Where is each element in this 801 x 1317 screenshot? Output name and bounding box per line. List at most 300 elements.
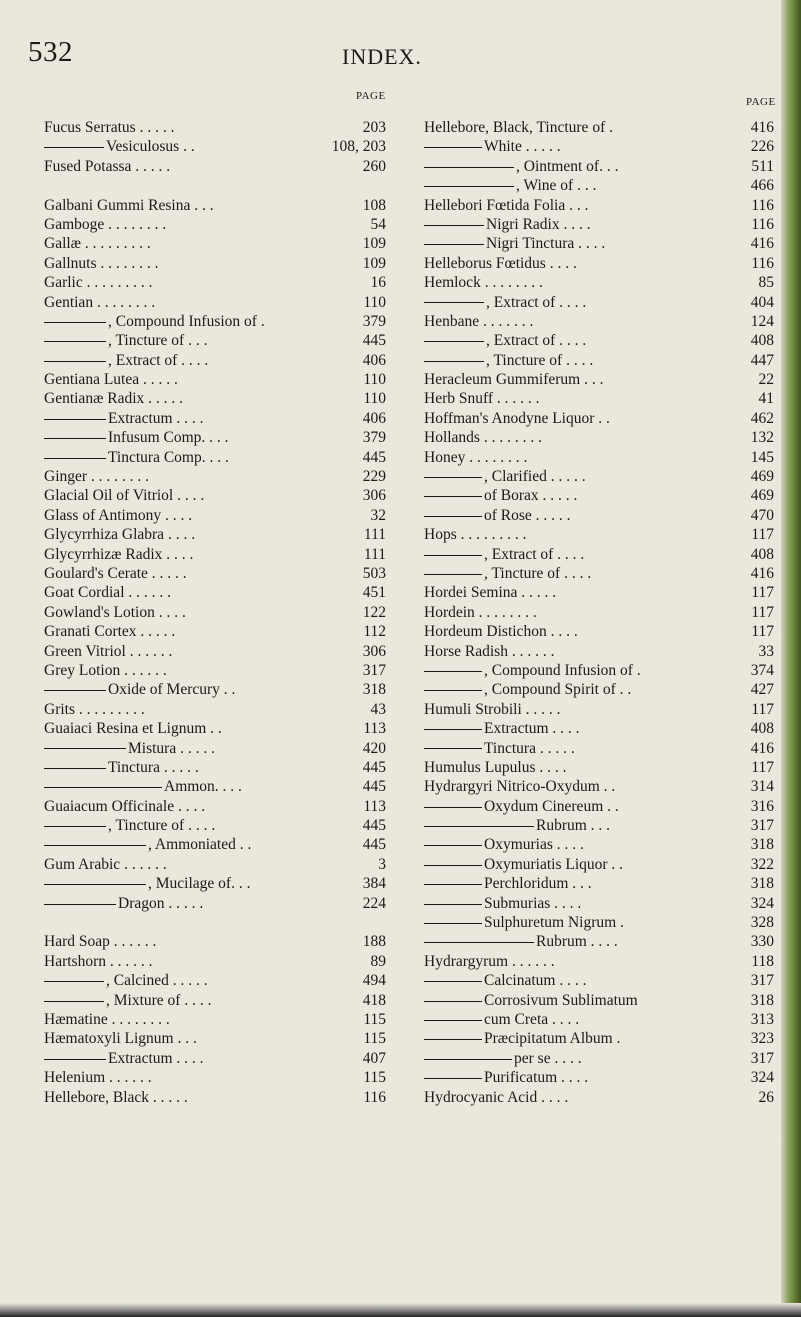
page-reference: 41 bbox=[758, 390, 774, 408]
index-entry bbox=[44, 234, 386, 253]
index-entry bbox=[424, 525, 774, 544]
page-reference: 445 bbox=[362, 448, 386, 466]
index-entry bbox=[424, 855, 774, 874]
index-term: Ammon. . . . bbox=[164, 778, 242, 796]
ditto-dash bbox=[424, 361, 484, 362]
index-term: Gentiana Lutea . . . . . bbox=[44, 371, 178, 389]
index-term: , Extract of . . . . bbox=[486, 293, 587, 311]
index-entry bbox=[44, 855, 386, 874]
index-term: Gum Arabic . . . . . . bbox=[44, 855, 167, 873]
index-entry bbox=[424, 952, 774, 971]
index-term: Submurias . . . . bbox=[484, 894, 582, 912]
index-entry bbox=[44, 1010, 386, 1029]
ditto-dash bbox=[424, 1059, 512, 1060]
page-reference: 511 bbox=[751, 157, 774, 175]
index-term: Dragon . . . . . bbox=[118, 894, 204, 912]
page-reference: 313 bbox=[750, 1010, 774, 1028]
index-term: Oxymuriatis Liquor . . bbox=[484, 855, 624, 873]
index-entry bbox=[424, 700, 774, 719]
index-term: Extractum . . . . bbox=[108, 1049, 204, 1067]
index-entry bbox=[44, 312, 386, 331]
page-reference: 117 bbox=[751, 758, 774, 776]
index-term: Grey Lotion . . . . . . bbox=[44, 661, 167, 679]
page-reference: 54 bbox=[370, 215, 386, 233]
page-reference: 122 bbox=[362, 603, 386, 621]
page-reference: 406 bbox=[362, 409, 386, 427]
page-reference: 132 bbox=[750, 429, 774, 447]
page-reference: 111 bbox=[363, 526, 386, 544]
index-term: Hemlock . . . . . . . . bbox=[424, 274, 543, 292]
page-reference: 322 bbox=[750, 855, 774, 873]
ditto-dash bbox=[424, 225, 484, 226]
index-term: Glacial Oil of Vitriol . . . . bbox=[44, 487, 205, 505]
index-entry bbox=[424, 777, 774, 796]
page-reference: 324 bbox=[750, 1069, 774, 1087]
index-entry bbox=[424, 642, 774, 661]
ditto-dash bbox=[44, 845, 146, 846]
index-entry bbox=[424, 215, 774, 234]
page-reference: 117 bbox=[751, 584, 774, 602]
page-reference: 406 bbox=[362, 351, 386, 369]
ditto-dash bbox=[424, 981, 482, 982]
index-entry bbox=[424, 603, 774, 622]
page-reference: 110 bbox=[363, 371, 386, 389]
index-term: Grits . . . . . . . . . bbox=[44, 700, 145, 718]
index-term: Granati Cortex . . . . . bbox=[44, 623, 176, 641]
index-entry bbox=[44, 700, 386, 719]
bottom-page-shadow bbox=[0, 1303, 801, 1317]
ditto-dash bbox=[424, 671, 482, 672]
page-reference: 117 bbox=[751, 700, 774, 718]
index-entry bbox=[424, 913, 774, 932]
index-term: , Ammoniated . . bbox=[148, 836, 252, 854]
ditto-dash bbox=[424, 748, 482, 749]
index-entry bbox=[44, 389, 386, 408]
index-term: White . . . . . bbox=[484, 138, 561, 156]
page-reference: 408 bbox=[750, 332, 774, 350]
index-term: , Tincture of . . . . bbox=[486, 351, 594, 369]
index-term: Hellebore, Black . . . . . bbox=[44, 1088, 188, 1106]
index-entry bbox=[424, 370, 774, 389]
page-reference: 117 bbox=[751, 623, 774, 641]
index-entry bbox=[44, 1088, 386, 1107]
index-entry bbox=[424, 932, 774, 951]
ditto-dash bbox=[44, 904, 116, 905]
index-entry bbox=[424, 545, 774, 564]
index-term: Extractum . . . . bbox=[484, 720, 580, 738]
index-entry bbox=[424, 137, 774, 156]
index-term: Mistura . . . . . bbox=[128, 739, 215, 757]
index-term: Ginger . . . . . . . . bbox=[44, 468, 150, 486]
ditto-dash bbox=[424, 729, 482, 730]
index-term: , Compound Infusion of . bbox=[108, 312, 265, 330]
index-term: Sulphuretum Nigrum . bbox=[484, 914, 624, 932]
index-entry bbox=[44, 506, 386, 525]
ditto-dash bbox=[424, 244, 484, 245]
index-term: Guaiacum Officinale . . . . bbox=[44, 797, 206, 815]
index-term: Gentianæ Radix . . . . . bbox=[44, 390, 184, 408]
index-term: Hoffman's Anodyne Liquor . . bbox=[424, 409, 610, 427]
page-reference: 317 bbox=[750, 1049, 774, 1067]
ditto-dash bbox=[424, 826, 534, 827]
index-term: Hydrocyanic Acid . . . . bbox=[424, 1088, 569, 1106]
index-entry bbox=[44, 467, 386, 486]
index-entry bbox=[44, 932, 386, 951]
page-reference: 108, 203 bbox=[331, 138, 386, 156]
index-entry bbox=[44, 894, 386, 913]
index-entry bbox=[424, 293, 774, 312]
ditto-dash bbox=[424, 574, 482, 575]
index-entry bbox=[44, 1049, 386, 1068]
page-reference: 26 bbox=[758, 1088, 774, 1106]
page-reference: 379 bbox=[362, 312, 386, 330]
ditto-dash bbox=[424, 147, 482, 148]
page-reference: 116 bbox=[363, 1088, 386, 1106]
index-entry bbox=[44, 293, 386, 312]
index-term: Helenium . . . . . . bbox=[44, 1069, 152, 1087]
index-term: Nigri Radix . . . . bbox=[486, 215, 591, 233]
index-entry bbox=[44, 525, 386, 544]
page-reference: 323 bbox=[750, 1030, 774, 1048]
index-entry bbox=[424, 739, 774, 758]
page-reference: 43 bbox=[370, 700, 386, 718]
index-entry bbox=[44, 409, 386, 428]
ditto-dash bbox=[44, 147, 104, 148]
index-entry bbox=[44, 118, 386, 137]
index-entry bbox=[424, 448, 774, 467]
page-reference: 85 bbox=[758, 274, 774, 292]
index-entry bbox=[44, 583, 386, 602]
page-reference: 3 bbox=[378, 855, 386, 873]
left-index-column bbox=[44, 118, 386, 1107]
index-entry bbox=[44, 428, 386, 447]
index-term: Tinctura Comp. . . . bbox=[108, 448, 229, 466]
right-index-column bbox=[424, 118, 774, 1107]
index-entry bbox=[44, 486, 386, 505]
page-reference: 33 bbox=[758, 642, 774, 660]
page-reference: 124 bbox=[750, 312, 774, 330]
page-reference: 89 bbox=[370, 952, 386, 970]
index-term: , Ointment of. . . bbox=[516, 157, 619, 175]
page-reference: 117 bbox=[751, 526, 774, 544]
ditto-dash bbox=[424, 1001, 482, 1002]
index-term: Perchloridum . . . bbox=[484, 875, 592, 893]
index-term: Hæmatine . . . . . . . . bbox=[44, 1010, 170, 1028]
index-entry bbox=[44, 952, 386, 971]
index-term: Hydrargyrum . . . . . . bbox=[424, 952, 555, 970]
index-entry bbox=[424, 467, 774, 486]
index-term: , Mucilage of. . . bbox=[148, 875, 251, 893]
page-reference: 22 bbox=[758, 371, 774, 389]
ditto-dash bbox=[44, 341, 106, 342]
index-entry bbox=[424, 176, 774, 195]
index-entry bbox=[44, 448, 386, 467]
index-entry bbox=[424, 583, 774, 602]
index-entry bbox=[424, 797, 774, 816]
ditto-dash bbox=[424, 690, 482, 691]
index-entry bbox=[424, 234, 774, 253]
page-reference: 318 bbox=[750, 836, 774, 854]
page-reference: 116 bbox=[751, 196, 774, 214]
index-entry bbox=[44, 797, 386, 816]
ditto-dash bbox=[44, 361, 106, 362]
index-term: , Extract of . . . . bbox=[108, 351, 209, 369]
index-term: Galbani Gummi Resina . . . bbox=[44, 196, 214, 214]
index-entry bbox=[44, 622, 386, 641]
index-term: , Mixture of . . . . bbox=[106, 991, 212, 1009]
index-entry bbox=[44, 758, 386, 777]
ditto-dash bbox=[44, 690, 106, 691]
index-entry bbox=[44, 176, 386, 195]
index-entry bbox=[424, 196, 774, 215]
page-reference: 318 bbox=[750, 991, 774, 1009]
page-reference: 113 bbox=[363, 797, 386, 815]
index-term: Tinctura . . . . . bbox=[108, 758, 199, 776]
index-entry bbox=[44, 991, 386, 1010]
ditto-dash bbox=[44, 884, 146, 885]
ditto-dash bbox=[44, 322, 106, 323]
index-entry bbox=[424, 758, 774, 777]
index-term: Helleborus Fœtidus . . . . bbox=[424, 254, 577, 272]
index-term: Rubrum . . . bbox=[536, 817, 611, 835]
index-entry bbox=[424, 680, 774, 699]
index-term: Goulard's Cerate . . . . . bbox=[44, 564, 187, 582]
index-entry bbox=[424, 564, 774, 583]
ditto-dash bbox=[44, 981, 104, 982]
index-entry bbox=[44, 816, 386, 835]
page-reference: 306 bbox=[362, 642, 386, 660]
page-reference: 111 bbox=[363, 545, 386, 563]
index-term: Hard Soap . . . . . . bbox=[44, 933, 157, 951]
index-term: Humulus Lupulus . . . . bbox=[424, 758, 567, 776]
page-reference: 324 bbox=[750, 894, 774, 912]
page-reference: 469 bbox=[750, 487, 774, 505]
page-reference: 188 bbox=[362, 933, 386, 951]
ditto-dash bbox=[424, 167, 514, 168]
index-term: Fucus Serratus . . . . . bbox=[44, 119, 175, 136]
index-entry bbox=[44, 719, 386, 738]
index-term: Gallæ . . . . . . . . . bbox=[44, 235, 151, 253]
index-term: Calcinatum . . . . bbox=[484, 972, 587, 990]
page-reference: 306 bbox=[362, 487, 386, 505]
index-term: , Tincture of . . . . bbox=[484, 564, 592, 582]
page-reference: 116 bbox=[751, 254, 774, 272]
index-term: Hellebori Fœtida Folia . . . bbox=[424, 196, 589, 214]
page-reference: 404 bbox=[750, 293, 774, 311]
index-term: of Rose . . . . . bbox=[484, 506, 571, 524]
ditto-dash bbox=[44, 438, 106, 439]
index-term: Hordeum Distichon . . . . bbox=[424, 623, 578, 641]
page-reference: 445 bbox=[362, 778, 386, 796]
index-term: Heracleum Gummiferum . . . bbox=[424, 371, 604, 389]
ditto-dash bbox=[424, 865, 482, 866]
page-reference: 314 bbox=[750, 778, 774, 796]
ditto-dash bbox=[424, 1020, 482, 1021]
page-reference: 330 bbox=[750, 933, 774, 951]
index-term: Garlic . . . . . . . . . bbox=[44, 274, 153, 292]
page-reference: 451 bbox=[362, 584, 386, 602]
index-entry bbox=[44, 680, 386, 699]
index-term: , Tincture of . . . bbox=[108, 332, 208, 350]
index-term: of Borax . . . . . bbox=[484, 487, 578, 505]
index-entry bbox=[44, 835, 386, 854]
index-entry bbox=[424, 506, 774, 525]
index-entry bbox=[424, 254, 774, 273]
index-entry bbox=[424, 157, 774, 176]
index-entry bbox=[424, 1088, 774, 1107]
right-page-column-label: PAGE bbox=[746, 96, 776, 108]
index-term: Oxydum Cinereum . . bbox=[484, 797, 619, 815]
index-term: Hartshorn . . . . . . bbox=[44, 952, 153, 970]
index-entry bbox=[44, 603, 386, 622]
index-entry bbox=[44, 777, 386, 796]
ditto-dash bbox=[424, 496, 482, 497]
index-entry bbox=[424, 118, 774, 137]
page-reference: 116 bbox=[751, 215, 774, 233]
index-term: cum Creta . . . . bbox=[484, 1010, 580, 1028]
page-reference: 112 bbox=[363, 623, 386, 641]
ditto-dash bbox=[44, 419, 106, 420]
ditto-dash bbox=[44, 1001, 104, 1002]
index-term: , Tincture of . . . . bbox=[108, 817, 216, 835]
index-entry bbox=[44, 874, 386, 893]
page-reference: 110 bbox=[363, 293, 386, 311]
page-reference: 226 bbox=[750, 138, 774, 156]
page-reference: 110 bbox=[363, 390, 386, 408]
page-reference: 117 bbox=[751, 603, 774, 621]
ditto-dash bbox=[424, 477, 482, 478]
binding-edge bbox=[781, 0, 801, 1317]
left-page-column-label: PAGE bbox=[356, 90, 386, 102]
index-entry bbox=[44, 137, 386, 156]
index-entry bbox=[424, 1049, 774, 1068]
ditto-dash bbox=[424, 1078, 482, 1079]
index-term: , Compound Infusion of . bbox=[484, 661, 641, 679]
index-term: Hordei Semina . . . . . bbox=[424, 584, 557, 602]
page-reference: 316 bbox=[750, 797, 774, 815]
index-entry bbox=[44, 564, 386, 583]
index-entry bbox=[424, 389, 774, 408]
page-reference: 447 bbox=[750, 351, 774, 369]
page-reference: 318 bbox=[362, 681, 386, 699]
page-reference: 118 bbox=[751, 952, 774, 970]
ditto-dash bbox=[424, 516, 482, 517]
page-reference: 445 bbox=[362, 817, 386, 835]
page-reference: 203 bbox=[362, 119, 386, 136]
ditto-dash bbox=[44, 826, 106, 827]
page-reference: 374 bbox=[750, 661, 774, 679]
index-term: Præcipitatum Album . bbox=[484, 1030, 621, 1048]
page-reference: 318 bbox=[750, 875, 774, 893]
index-term: Gallnuts . . . . . . . . bbox=[44, 254, 159, 272]
index-term: Purificatum . . . . bbox=[484, 1069, 589, 1087]
ditto-dash bbox=[424, 555, 482, 556]
page-reference: 384 bbox=[362, 875, 386, 893]
index-term: Gentian . . . . . . . . bbox=[44, 293, 156, 311]
index-term: Vesiculosus . . bbox=[106, 138, 195, 156]
index-term: Gowland's Lotion . . . . bbox=[44, 603, 186, 621]
index-term: Hæmatoxyli Lignum . . . bbox=[44, 1030, 197, 1048]
ditto-dash bbox=[44, 787, 162, 788]
index-term: Hops . . . . . . . . . bbox=[424, 526, 527, 544]
index-term: Rubrum . . . . bbox=[536, 933, 618, 951]
index-term: Oxide of Mercury . . bbox=[108, 681, 236, 699]
page-number: 532 bbox=[28, 36, 73, 68]
ditto-dash bbox=[424, 884, 482, 885]
index-entry bbox=[424, 486, 774, 505]
index-term: , Extract of . . . . bbox=[486, 332, 587, 350]
index-entry bbox=[424, 991, 774, 1010]
page-reference: 427 bbox=[750, 681, 774, 699]
index-entry bbox=[424, 719, 774, 738]
index-term: Fused Potassa . . . . . bbox=[44, 157, 171, 175]
index-entry bbox=[424, 661, 774, 680]
index-entry bbox=[424, 351, 774, 370]
page-reference: 317 bbox=[750, 972, 774, 990]
index-term: Extractum . . . . bbox=[108, 409, 204, 427]
index-entry bbox=[44, 545, 386, 564]
index-term: , Compound Spirit of . . bbox=[484, 681, 632, 699]
index-entry bbox=[44, 351, 386, 370]
index-entry bbox=[44, 370, 386, 389]
index-entry bbox=[424, 894, 774, 913]
page-reference: 445 bbox=[362, 836, 386, 854]
page-reference: 115 bbox=[363, 1030, 386, 1048]
page-reference: 445 bbox=[362, 758, 386, 776]
index-term: Hydrargyri Nitrico-Oxydum . . bbox=[424, 778, 616, 796]
page-reference: 408 bbox=[750, 545, 774, 563]
index-entry bbox=[44, 157, 386, 176]
index-term: per se . . . . bbox=[514, 1049, 582, 1067]
page-reference: 260 bbox=[362, 157, 386, 175]
index-term: Goat Cordial . . . . . . bbox=[44, 584, 171, 602]
index-term: Hellebore, Black, Tincture of . bbox=[424, 119, 613, 136]
index-term: Infusum Comp. . . . bbox=[108, 429, 229, 447]
index-entry bbox=[44, 254, 386, 273]
index-entry bbox=[424, 428, 774, 447]
page-reference: 16 bbox=[370, 274, 386, 292]
index-term: , Wine of . . . bbox=[516, 177, 597, 195]
index-entry bbox=[424, 1029, 774, 1048]
index-term: Humuli Strobili . . . . . bbox=[424, 700, 561, 718]
page-reference: 32 bbox=[370, 506, 386, 524]
index-entry bbox=[424, 409, 774, 428]
index-entry bbox=[424, 874, 774, 893]
page-reference: 416 bbox=[750, 564, 774, 582]
page-reference: 416 bbox=[750, 739, 774, 757]
index-term: Glycyrrhizæ Radix . . . . bbox=[44, 545, 194, 563]
index-entry bbox=[44, 273, 386, 292]
index-entry bbox=[424, 1010, 774, 1029]
page-reference: 109 bbox=[362, 254, 386, 272]
index-term: Corrosivum Sublimatum bbox=[484, 991, 638, 1009]
page-reference: 108 bbox=[362, 196, 386, 214]
page-reference: 420 bbox=[362, 739, 386, 757]
page-reference: 503 bbox=[362, 564, 386, 582]
index-entry bbox=[44, 661, 386, 680]
page-reference: 445 bbox=[362, 332, 386, 350]
page-reference: 462 bbox=[750, 409, 774, 427]
index-term: Green Vitriol . . . . . . bbox=[44, 642, 173, 660]
index-term: Tinctura . . . . . bbox=[484, 739, 575, 757]
ditto-dash bbox=[44, 748, 126, 749]
index-term: Honey . . . . . . . . bbox=[424, 448, 528, 466]
index-entry bbox=[424, 273, 774, 292]
index-entry bbox=[424, 971, 774, 990]
index-entry bbox=[44, 215, 386, 234]
index-term: Glycyrrhiza Glabra . . . . bbox=[44, 526, 196, 544]
page-reference: 416 bbox=[750, 235, 774, 253]
